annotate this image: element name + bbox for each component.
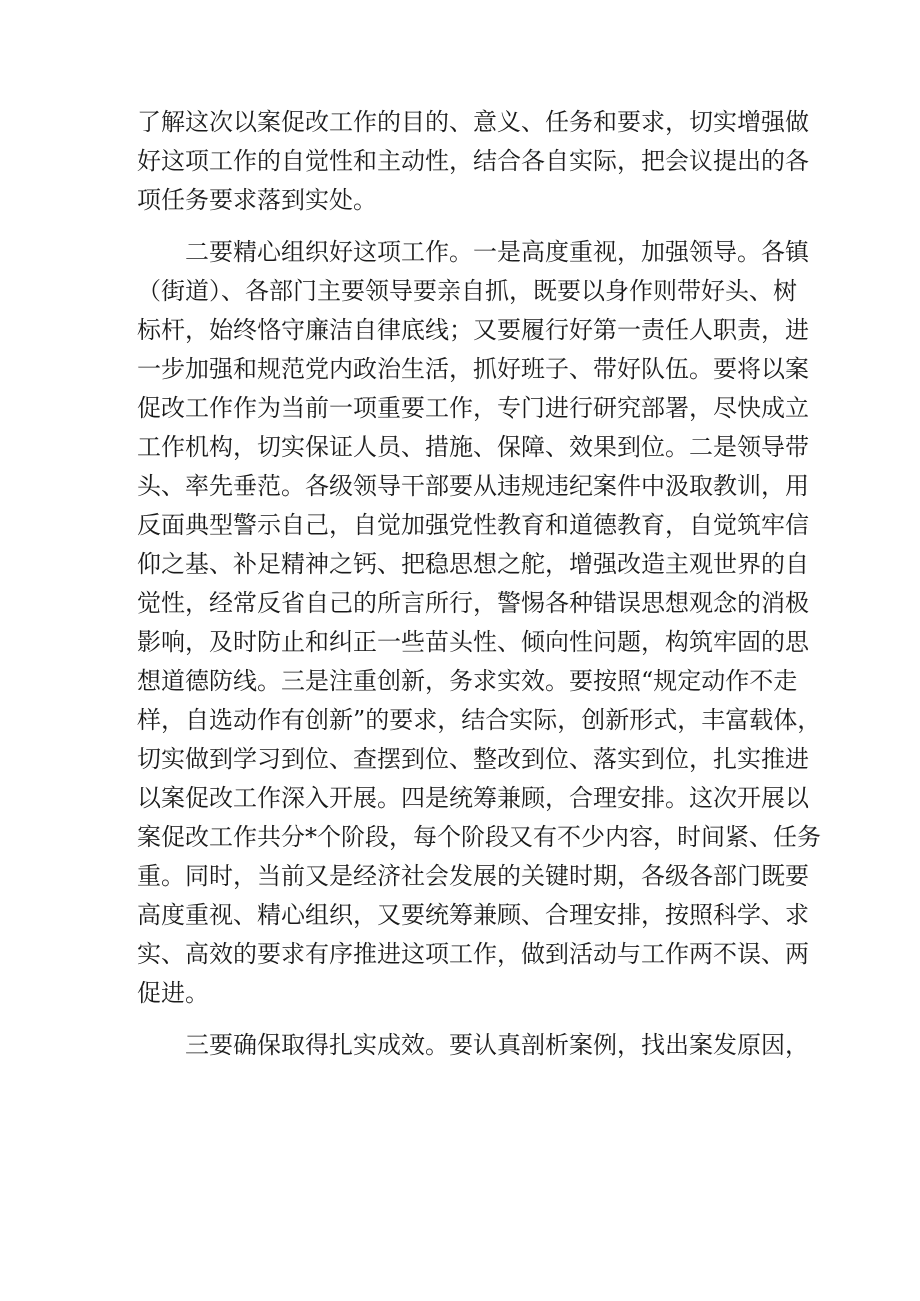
text-line: 样，自选动作有创新”的要求，结合实际，创新形式，丰富载体， — [137, 706, 822, 734]
text-line: 三要确保取得扎实成效。要认真剖析案例，找出案发原因， — [137, 1031, 809, 1059]
text-line: 想道德防线。三是注重创新，务求实效。要按照“规定动作不走 — [137, 667, 798, 695]
text-line: 项任务要求落到实处。 — [137, 186, 377, 214]
text-line: 切实做到学习到位、查摆到位、整改到位、落实到位，扎实推进 — [137, 745, 809, 773]
text-line: 觉性，经常反省自己的所言所行，警惕各种错误思想观念的消极 — [137, 589, 809, 617]
text-line: 高度重视、精心组织，又要统筹兼顾、合理安排，按照科学、求 — [137, 901, 809, 929]
text-line: 仰之基、补足精神之钙、把稳思想之舵，增强改造主观世界的自 — [137, 550, 809, 578]
text-line: 好这项工作的自觉性和主动性，结合各自实际，把会议提出的各 — [137, 147, 809, 175]
document-body — [137, 103, 822, 1065]
text-line: 工作机构，切实保证人员、措施、保障、效果到位。二是领导带 — [137, 433, 809, 461]
text-line: 重。同时，当前又是经济社会发展的关键时期，各级各部门既要 — [137, 862, 809, 890]
text-line: 了解这次以案促改工作的目的、意义、任务和要求，切实增强做 — [137, 108, 809, 136]
text-line: 促改工作作为当前一项重要工作，专门进行研究部署，尽快成立 — [137, 394, 809, 422]
text-line: （街道）、各部门主要领导要亲自抓，既要以身作则带好头、树 — [137, 277, 797, 305]
text-line: 实、高效的要求有序推进这项工作，做到活动与工作两不误、两 — [137, 940, 809, 968]
text-line: 反面典型警示自己，自觉加强党性教育和道德教育，自觉筑牢信 — [137, 511, 809, 539]
text-line: 标杆，始终恪守廉洁自律底线；又要履行好第一责任人职责，进 — [137, 316, 809, 344]
text-line: 以案促改工作深入开展。四是统筹兼顾，合理安排。这次开展以 — [137, 784, 809, 812]
paragraph-1 — [137, 103, 809, 220]
paragraph-3 — [137, 1026, 809, 1065]
text-line: 二要精心组织好这项工作。一是高度重视，加强领导。各镇 — [137, 238, 809, 266]
text-line: 一步加强和规范党内政治生活，抓好班子、带好队伍。要将以案 — [137, 355, 809, 383]
text-line: 影响，及时防止和纠正一些苗头性、倾向性问题，构筑牢固的思 — [137, 628, 809, 656]
text-line: 促进。 — [137, 979, 209, 1007]
text-line: 头、率先垂范。各级领导干部要从违规违纪案件中汲取教训，用 — [137, 472, 809, 500]
paragraph-2 — [137, 233, 822, 1013]
text-line: 案促改工作共分*个阶段，每个阶段又有不少内容，时间紧、任务 — [137, 823, 821, 851]
